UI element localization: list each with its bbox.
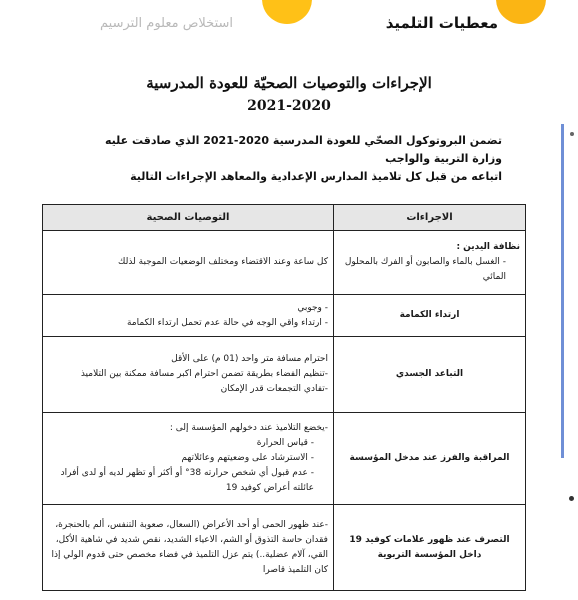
procedure-cell xyxy=(334,231,526,295)
recommendation-line: - قياس الحرارة xyxy=(256,438,314,448)
intro-line: اتباعه من قبل كل تلاميذ المدارس الإعدادية والمعاهد الإجراءات التالية xyxy=(130,170,502,183)
page-title: الإجراءات والتوصيات الصحيّة للعودة المدرسية xyxy=(146,74,432,92)
recommendation-line: - ارتداء واقي الوجه في حالة عدم تحمل ارتداء الكمامة xyxy=(126,317,328,328)
tab-student-data[interactable]: معطيات التلميذ xyxy=(385,14,498,32)
table-header-row xyxy=(43,205,526,231)
recommendation-line: - وجوبي xyxy=(297,302,328,313)
intro-line: تضمن البروتوكول الصحّي للعودة المدرسية 2020-2021 الذي صادقت عليه وزارة التربية والواجب xyxy=(104,134,502,165)
table-row xyxy=(43,337,526,413)
procedures-table xyxy=(42,204,526,591)
recommendation-cell xyxy=(43,231,334,295)
recommendation-line: -يخضع التلاميذ عند دخولهم المؤسسة إلى : xyxy=(169,423,328,433)
recommendation-line: -تفادي التجمعات قدر الإمكان xyxy=(220,384,328,394)
side-accent-bar xyxy=(561,124,564,458)
side-dot xyxy=(569,496,574,501)
table-row xyxy=(43,231,526,295)
recommendation-line: -تنظيم الفضاء بطريقة تضمن احترام اكبر مسافة ممكنة بين التلاميذ xyxy=(80,369,328,379)
recommendation-cell xyxy=(43,505,334,591)
recommendation-line: - عدم قبول أي شخص حرارته 38° أو أكثر أو تظهر لديه أو لدى أفراد عائلته أعراض كوفيد 19 xyxy=(60,468,314,493)
procedure-cell: التباعد الجسدي xyxy=(334,337,526,413)
inactive-tab-indicator xyxy=(262,0,312,24)
tab-registration-fee[interactable]: استخلاص معلوم الترسيم xyxy=(100,16,233,31)
header-recommendations: التوصيات الصحية xyxy=(43,205,334,231)
recommendation-line: احترام مسافة متر واحد (01 م) على الأقل xyxy=(171,354,328,364)
recommendation-cell xyxy=(43,295,334,337)
recommendation-line: - الاسترشاد على وضعيتهم وعائلاتهم xyxy=(181,453,314,463)
procedure-cell: المراقبة والفرز عند مدخل المؤسسة xyxy=(334,413,526,505)
header-procedures: الاجراءات xyxy=(334,205,526,231)
table-row xyxy=(43,505,526,591)
procedure-detail: - الغسل بالماء والصابون أو الفرك بالمحلول المائي xyxy=(344,257,506,282)
table-row xyxy=(43,413,526,505)
recommendation-cell xyxy=(43,337,334,413)
active-tab-indicator xyxy=(496,0,546,24)
recommendation-cell xyxy=(43,413,334,505)
recommendation-line: كل ساعة وعند الاقتضاء ومختلف الوضعيات الموجبة لذلك xyxy=(118,257,328,267)
side-dot xyxy=(570,132,574,136)
procedure-cell: ارتداء الكمامة xyxy=(334,295,526,337)
recommendation-line: -عند ظهور الحمى أو أحد الأعراض (السعال، صعوبة التنفس، ألم بالحنجرة، فقدان حاسة التذوق أو الشم، الاعياء الشديد، نقص شديد في شاهية الأكل، القي، آلام عضلية..) يتم عزل التلميذ في فضاء مخصص حتى قدوم الولي إذا كان التلميذ قاصرا xyxy=(51,519,328,575)
procedure-title: نظافة اليدين : xyxy=(456,242,520,252)
header-tabs xyxy=(0,0,578,52)
page-year: 2021-2020 xyxy=(247,98,331,114)
procedure-cell: التصرف عند ظهور علامات كوفيد 19 داخل المؤسسة التربوية xyxy=(334,505,526,591)
table-row xyxy=(43,295,526,337)
intro-paragraph xyxy=(82,132,502,186)
